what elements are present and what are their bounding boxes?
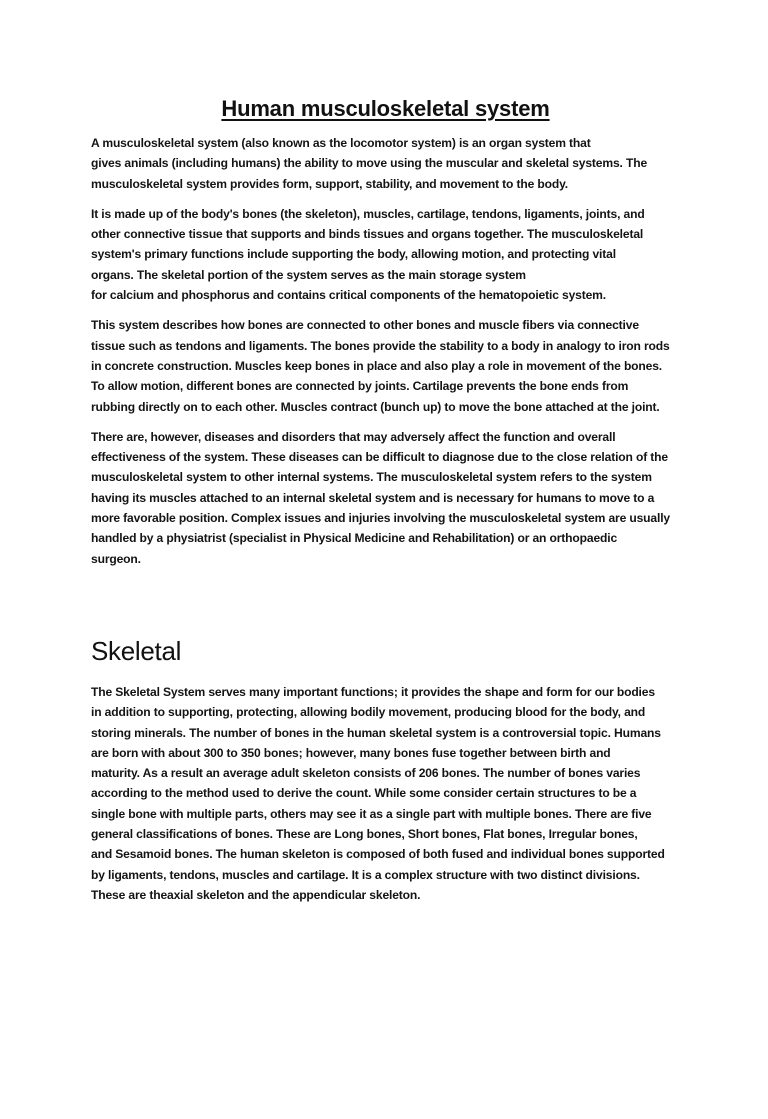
text-line: It is made up of the body's bones (the skeleton), muscles, cartilage, tendons, ligaments, joints, and — [91, 206, 645, 221]
paragraph-composition — [91, 204, 680, 305]
text-line: single bone with multiple parts, others may see it as a single part with multiple bones. There are five — [91, 806, 652, 821]
paragraph-intro — [91, 133, 680, 194]
text-line: are born with about 300 to 350 bones; however, many bones fuse together between birth and — [91, 745, 611, 760]
document-page — [0, 95, 768, 1119]
text-line: more favorable position. Complex issues and injuries involving the musculoskeletal system are usually — [91, 511, 670, 526]
text-line: having its muscles attached to an internal skeletal system and is necessary for humans to move to a — [91, 490, 655, 505]
text-line: These are theaxial skeleton and the appendicular skeleton. — [91, 887, 421, 902]
paragraph-connections — [91, 315, 680, 416]
text-line: according to the method used to derive the count. While some consider certain structures to be a — [91, 786, 637, 801]
text-line: handled by a physiatrist (specialist in Physical Medicine and Rehabilitation) or an orthopaedic — [91, 531, 618, 546]
paragraph-diseases — [91, 427, 680, 569]
text-line: musculoskeletal system provides form, support, stability, and movement to the body. — [91, 176, 569, 191]
text-line: effectiveness of the system. These diseases can be difficult to diagnose due to the close relation of the — [91, 450, 668, 465]
text-line: other connective tissue that supports and binds tissues and organs together. The musculoskeletal — [91, 227, 644, 242]
text-line: by ligaments, tendons, muscles and cartilage. It is a complex structure with two distinct divisions. — [91, 867, 640, 882]
text-line: organs. The skeletal portion of the system serves as the main storage system — [91, 267, 526, 282]
text-line: rubbing directly on to each other. Muscles contract (bunch up) to move the bone attached at the joint. — [91, 399, 660, 414]
page-title: Human musculoskeletal system — [221, 96, 550, 121]
section-heading-skeletal: Skeletal — [91, 635, 182, 666]
text-line: This system describes how bones are connected to other bones and muscle fibers via connective — [91, 318, 639, 333]
text-line: To allow motion, different bones are connected by joints. Cartilage prevents the bone ends from — [91, 379, 629, 394]
paragraph-skeletal — [91, 682, 680, 905]
text-line: storing minerals. The number of bones in the human skeletal system is a controversial topic. Humans — [91, 725, 661, 740]
text-line: There are, however, diseases and disorders that may adversely affect the function and overall — [91, 429, 616, 444]
text-line: maturity. As a result an average adult skeleton consists of 206 bones. The number of bones varies — [91, 766, 641, 781]
text-line: in concrete construction. Muscles keep bones in place and also play a role in movement of the bones. — [91, 358, 663, 373]
text-line: A musculoskeletal system (also known as the locomotor system) is an organ system that — [91, 136, 591, 150]
text-line: general classifications of bones. These are Long bones, Short bones, Flat bones, Irregular bones, — [91, 827, 638, 842]
text-line: surgeon. — [91, 551, 141, 566]
text-line: system's primary functions include supporting the body, allowing motion, and protecting vital — [91, 247, 616, 262]
text-line: gives animals (including humans) the ability to move using the muscular and skeletal systems. The — [91, 156, 648, 171]
text-line: The Skeletal System serves many important functions; it provides the shape and form for our bodies — [91, 684, 655, 699]
text-line: tissue such as tendons and ligaments. The bones provide the stability to a body in analogy to iron rods — [91, 338, 670, 353]
text-line: for calcium and phosphorus and contains critical components of the hematopoietic system. — [91, 288, 606, 303]
text-line: and Sesamoid bones. The human skeleton is composed of both fused and individual bones supported — [91, 847, 665, 862]
text-line: in addition to supporting, protecting, allowing bodily movement, producing blood for the body, and — [91, 705, 646, 720]
text-line: musculoskeletal system to other internal systems. The musculoskeletal system refers to the system — [91, 470, 652, 485]
